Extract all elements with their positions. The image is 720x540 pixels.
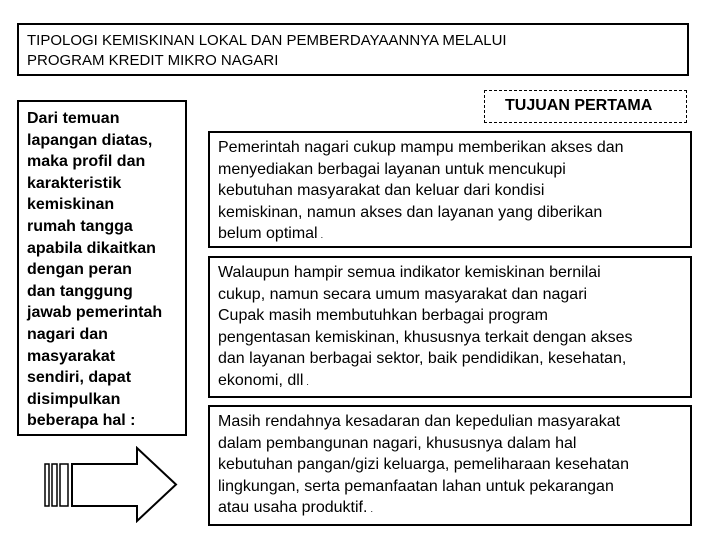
card-tail-dot: . [370, 504, 373, 515]
card-line-text: atau usaha produktif. [218, 499, 368, 517]
card-line: Pemerintah nagari cukup mampu memberikan akses dan [218, 139, 624, 156]
finding-card-3 [208, 405, 692, 526]
card-line: Walaupun hampir semua indikator kemiskinan bernilai [218, 264, 601, 281]
summary-line: masyarakat [27, 347, 116, 365]
summary-line: nagari dan [27, 325, 108, 343]
slide-title [17, 23, 689, 76]
summary-panel [17, 100, 187, 436]
card-line [218, 223, 690, 247]
title-line-2: PROGRAM KREDIT MIKRO NAGARI [27, 52, 279, 69]
card-line: dalam pembangunan nagari, khususnya dalam hal [218, 434, 577, 452]
card-tail-dot: . [306, 376, 309, 387]
summary-line: sendiri, dapat [27, 369, 132, 387]
card-line [218, 370, 690, 394]
card-line: Cupak masih membutuhkan berbagai program [218, 307, 548, 325]
section-heading: TUJUAN PERTAMA [484, 90, 687, 123]
card-line: kebutuhan pangan/gizi keluarga, pemeliharaan kesehatan [218, 456, 629, 474]
summary-line: rumah tangga [27, 217, 133, 235]
finding-card-2 [208, 256, 692, 398]
card-line: Masih rendahnya kesadaran dan kepedulian masyarakat [218, 413, 621, 430]
summary-line: kemiskinan [27, 196, 115, 214]
summary-line: apabila dikaitkan [27, 239, 156, 257]
finding-card-1 [208, 131, 692, 248]
card-tail-dot: . [320, 230, 324, 241]
arrow-stripe [60, 464, 68, 506]
card-line: lingkungan, serta pemanfaatan lahan untuk pekarangan [218, 477, 614, 495]
card-line-text: ekonomi, dll [218, 371, 304, 389]
card-line: kemiskinan, namun akses dan layanan yang diberikan [218, 203, 603, 221]
summary-line: jawab pemerintah [27, 304, 163, 322]
card-line-text: belum optimal [218, 225, 318, 243]
summary-line: lapangan diatas, [27, 131, 153, 149]
card-line: kebutuhan masyarakat dan keluar dari kondisi [218, 182, 545, 200]
title-line-1: TIPOLOGI KEMISKINAN LOKAL DAN PEMBERDAYAANNYA MELALUI [27, 32, 507, 49]
card-line: menyediakan berbagai layanan untuk mencukupi [218, 160, 566, 178]
summary-line: Dari temuan [27, 110, 120, 127]
striped-right-arrow-icon [44, 446, 178, 523]
card-line: cukup, namun secara umum masyarakat dan nagari [218, 285, 588, 303]
arrow-stripe [52, 464, 57, 506]
summary-line: disimpulkan [27, 390, 121, 408]
card-line [218, 497, 690, 521]
card-line: pengentasan kemiskinan, khususnya terkait dengan akses [218, 328, 633, 346]
summary-line: dengan peran [27, 261, 132, 279]
card-line: dan layanan berbagai sektor, baik pendidikan, kesehatan, [218, 350, 627, 368]
summary-line: karakteristik [27, 174, 122, 192]
summary-line: maka profil dan [27, 153, 146, 171]
arrow-stripe [45, 464, 49, 506]
arrow-body [72, 448, 176, 521]
summary-line: beberapa hal : [27, 412, 136, 430]
summary-line: dan tanggung [27, 282, 133, 300]
